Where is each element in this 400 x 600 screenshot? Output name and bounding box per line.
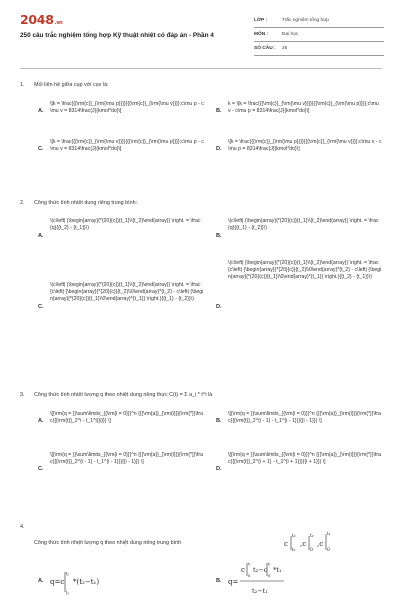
question-3 bbox=[20, 392, 382, 510]
svg-text:,c: ,c bbox=[300, 540, 307, 548]
option-text: \[{\rm{q = }}\sum\limits_{{\rm{i = 0}}}^n {{{\rm{a}}_{\rm{i}}}{\rm{*}}\frac{{{\rm{t}}_2^i - t_1^i}}{i}} \] bbox=[50, 411, 203, 425]
svg-text:t₁: t₁ bbox=[292, 548, 296, 553]
question-number: 2. bbox=[20, 200, 25, 206]
document-title: 250 câu trắc nghiệm tổng hợp Kỹ thuật nhiệt có đáp án - Phần 4 bbox=[20, 32, 214, 39]
svg-text:t₂: t₂ bbox=[248, 561, 251, 566]
question-number: 1. bbox=[20, 82, 25, 88]
option-a[interactable] bbox=[38, 568, 198, 598]
meta-row-subject bbox=[254, 28, 384, 42]
option-letter: B. bbox=[216, 233, 222, 239]
question-text: Công thức tính nhiệt lượng q theo nhiệt dung riêng trung bình bbox=[34, 540, 182, 546]
question-number: 3. bbox=[20, 392, 25, 398]
question-2 bbox=[20, 200, 382, 360]
svg-text:,c: ,c bbox=[317, 540, 324, 548]
option-text: \[{\rm{q = }}\sum\limits_{{\rm{i = 0}}}^n {{{\rm{a}}_{\rm{i}}}{\rm{*}}\frac{{{\rm{t}}_2^{i - 1} - t_1^{i - 1}}}{{i - 1}}} \] bbox=[228, 411, 381, 425]
option-letter: D. bbox=[216, 304, 222, 310]
meta-label: MÔN : bbox=[254, 32, 269, 37]
meta-label: SỐ CÂU : bbox=[254, 46, 276, 51]
svg-text:c: c bbox=[284, 540, 288, 548]
option-letter: D. bbox=[216, 466, 222, 472]
option-text: \(c\left| {\begin{array}{*{20}{c}}{t_1}\\{t_2}\end{array}} \right. = \frac{c\left| {\begin{array}{*{20}{c}}{t_2}\\0\end{array}*{t_2} - c\left| {\begin{array}{*{20}{c}}{t_1}\\0\end{array}*{t_1}} \right.}{{t_2} - {t_1}}\) bbox=[228, 260, 382, 281]
option-text: \[k = \frac{{{\rm{c}}_{\rm{\mu v}}}}{{{\rm{c}}_{\rm{\mu p}}}};c\mu p - c\mu v = 8314\frac{J}{kmol*do}\] bbox=[50, 139, 204, 153]
option-letter: A. bbox=[38, 578, 44, 584]
option-text: \(c\left| {\begin{array}{*{20}{c}}{t_1}\\{t_2}\end{array}} \right. = \frac{q}{{t_2} - {t_1}}\) bbox=[50, 218, 201, 232]
option-text: \[{\rm{q = }}\sum\limits_{{\rm{i = 0}}}^n {{{\rm{a}}_{\rm{i}}}{\rm{*}}\frac{{{\rm{t}}_2^{i - 1} - t_1^{i - 1}}}{{i - 1}}} \] bbox=[50, 452, 203, 466]
svg-text:t₁: t₁ bbox=[268, 561, 271, 566]
header-divider bbox=[20, 68, 382, 69]
svg-text:0: 0 bbox=[268, 573, 271, 578]
svg-text:t₂−c: t₂−c bbox=[253, 566, 268, 574]
svg-text:c: c bbox=[241, 566, 245, 574]
svg-text:t₁: t₁ bbox=[327, 532, 331, 537]
option-text: \(c\left| {\begin{array}{*{20}{c}}{t_1}\\{t_2}\end{array}} \right. = \frac{c\left| {\begin{array}{*{20}{c}}{t_2}\\0\end{array}*{t_2} - c\left| {\begin{array}{*{20}{c}}{t_1}\\0\end{array}*{t_1}} \right.}{{t_1} - {t_2}}\) bbox=[50, 282, 204, 303]
mean-heat-notation-formula bbox=[282, 524, 344, 554]
option-text: \[k = \frac{{{\rm{c}}_{\rm{\mu p}}}}{{{\rm{c}}_{\rm{\mu v}}}};c\mu v - c\mu p = 8314\frac{J}{kmol*do}\] bbox=[228, 139, 382, 153]
option-letter: A. bbox=[38, 233, 44, 239]
meta-label: LỚP : bbox=[254, 18, 268, 23]
option-letter: A. bbox=[38, 418, 44, 424]
option-letter: C. bbox=[38, 466, 44, 472]
option-letter: D. bbox=[216, 146, 222, 152]
question-text: Công thức tính nhiệt lượng q theo nhiệt dung riêng thực C(t) = Σ a_i * t^i là bbox=[34, 392, 213, 398]
question-4 bbox=[20, 524, 382, 600]
option-b-formula bbox=[228, 560, 308, 600]
question-1 bbox=[20, 82, 382, 178]
option-b[interactable] bbox=[216, 560, 386, 600]
option-letter: B. bbox=[216, 108, 222, 114]
meta-table bbox=[254, 14, 384, 56]
svg-text:0: 0 bbox=[248, 573, 251, 578]
meta-value: Đại học bbox=[282, 32, 299, 37]
svg-text:t₂: t₂ bbox=[66, 571, 69, 576]
option-letter: C. bbox=[38, 146, 44, 152]
svg-text:t₂: t₂ bbox=[310, 534, 314, 539]
svg-text:t₁: t₁ bbox=[66, 590, 69, 595]
option-letter: B. bbox=[216, 578, 222, 584]
option-text: \[{\rm{q = }}\sum\limits_{{\rm{i = 0}}}^n {{{\rm{a}}_{\rm{i}}}{\rm{*}}\frac{{{\rm{t}}_2^{i + 1} - t_1^{i + 1}}}{{i + 1}}} \] bbox=[228, 452, 381, 466]
site-logo[interactable] bbox=[20, 12, 62, 27]
svg-text:0: 0 bbox=[310, 548, 313, 553]
option-letter: A. bbox=[38, 108, 44, 114]
logo-suffix: .vn bbox=[54, 20, 63, 26]
option-text: \(c\left| {\begin{array}{*{20}{c}}{t_1}\\{t_2}\end{array}} \right. = \frac{q}{{t_1} - {t_2}}\) bbox=[228, 218, 379, 232]
meta-row-count bbox=[254, 42, 384, 56]
question-text: Mối liên hệ giữa cụp với cụv là: bbox=[34, 82, 109, 88]
option-letter: C. bbox=[38, 304, 44, 310]
option-a-formula bbox=[50, 568, 130, 598]
svg-text:t₂−t₁: t₂−t₁ bbox=[252, 587, 268, 595]
option-letter: B. bbox=[216, 418, 222, 424]
meta-value: Trắc nghiệm tổng hợp bbox=[282, 18, 329, 23]
question-text: Công thức tính nhiệt dung riêng trung bình: bbox=[34, 200, 138, 206]
svg-text:t₂: t₂ bbox=[292, 534, 296, 539]
svg-text:0: 0 bbox=[327, 548, 330, 553]
option-text: k = \[k = \frac{{{\rm{c}}_{\rm{\mu v}}}}{{{\rm{c}}_{\rm{\mu p}}}};c\mu v - c\mu p = 8314\frac{J}{kmol*do}\] bbox=[228, 101, 379, 115]
option-text: \[k = \frac{{{\rm{c}}_{\rm{\mu p}}}}{{{\rm{c}}_{\rm{\mu v}}}};c\mu p - c\mu v = 8314\frac{J}{kmol*do}\] bbox=[50, 101, 204, 115]
logo-main: 2048 bbox=[20, 12, 54, 27]
svg-text:*t₁: *t₁ bbox=[273, 566, 282, 574]
meta-row-class bbox=[254, 14, 384, 28]
meta-value: 25 bbox=[282, 46, 288, 51]
svg-text:q=c: q=c bbox=[50, 578, 65, 586]
question-number: 4. bbox=[20, 524, 25, 530]
page-header bbox=[0, 0, 400, 62]
svg-text:q=: q= bbox=[228, 578, 239, 586]
svg-text:*(t₂−t₁): *(t₂−t₁) bbox=[73, 578, 100, 586]
